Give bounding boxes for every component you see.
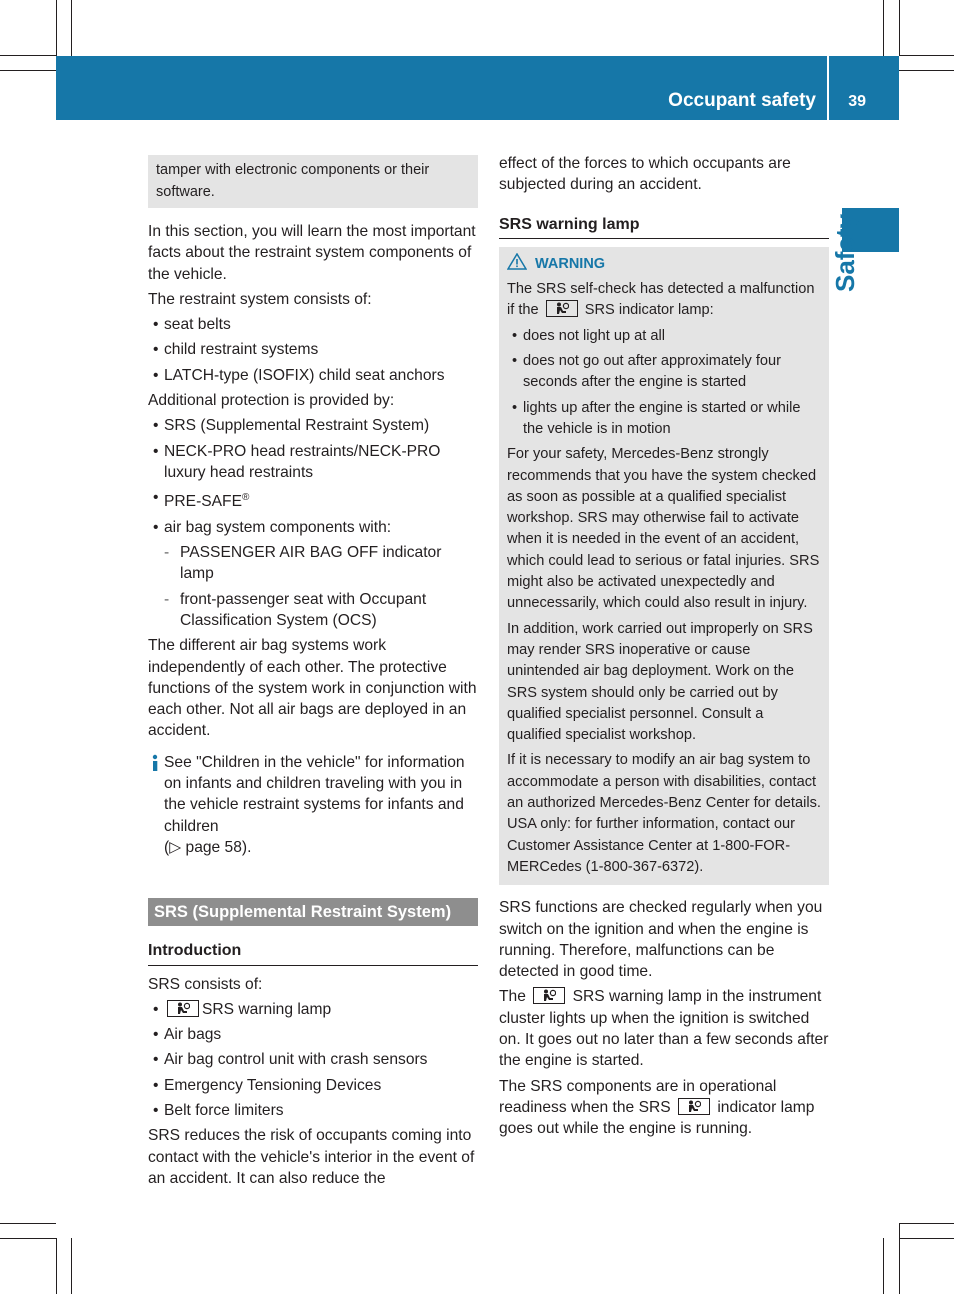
airbag-sublist [164, 542, 478, 631]
list-item: • Air bags [148, 1024, 478, 1045]
info-icon [148, 754, 164, 770]
list-item: • Air bag control unit with crash sensors [148, 1049, 478, 1070]
registered-mark: ® [241, 492, 250, 504]
warning-paragraph: If it is necessary to modify an air bag system to accommodate a person with disabilities, contact an authorized Mercedes-Benz Center for details. USA only: for further information, contact our Customer Assistance Center at 1-800-FOR-MERCedes (1-800-367-6372). [507, 752, 821, 875]
page-number: 39 [848, 93, 866, 110]
list-item: • child restraint systems [148, 339, 478, 360]
list-item: • does not light up at all [507, 326, 821, 347]
airbag-warning-icon [533, 987, 565, 1004]
components-paragraph: The SRS components are in operational readiness when the SRS indicator lamp goes out while the engine is running. [499, 1077, 815, 1138]
additional-list [148, 415, 478, 631]
list-item: • Emergency Tensioning Devices [148, 1075, 478, 1096]
page-reference-link[interactable]: (▷ page 58). [164, 838, 252, 856]
consists-paragraph: The restraint system consists of: [148, 290, 372, 308]
warning-list [507, 326, 821, 440]
info-text: See "Children in the vehicle" for information on infants and children traveling with you in the vehicle restraint systems for infants and children [164, 753, 465, 835]
functions-paragraph: SRS functions are checked regularly when you switch on the ignition and when the engine is running. Therefore, malfunctions can be detected in good time. [499, 899, 823, 981]
list-item: • does not go out after approximately four seconds after the engine is started [507, 351, 821, 394]
airbag-warning-icon [167, 1000, 199, 1017]
crop-mark [56, 0, 57, 56]
warning-intro: The SRS self-check has detected a malfunction if the SRS indicator lamp: [507, 281, 815, 319]
crop-mark [71, 0, 72, 56]
crop-mark [0, 1223, 56, 1224]
restraint-list [148, 314, 478, 386]
crop-mark [899, 1238, 954, 1239]
info-note [148, 752, 478, 858]
lamp-paragraph: The SRS warning lamp in the instrument cluster lights up when the ignition is switched on. It goes out no later than a few seconds after the engine is started. [499, 988, 829, 1070]
intro-paragraph: In this section, you will learn the most important facts about the restraint system components of the vehicle. [148, 223, 476, 283]
sublist-item: - PASSENGER AIR BAG OFF indicator lamp [164, 542, 478, 585]
list-item: • lights up after the engine is started or while the vehicle is in motion [507, 398, 821, 441]
crop-mark [0, 55, 56, 56]
srs-consists-paragraph: SRS consists of: [148, 975, 263, 993]
list-item: • Belt force limiters [148, 1100, 478, 1121]
airbag-warning-icon [546, 300, 578, 317]
additional-paragraph: Additional protection is provided by: [148, 392, 395, 410]
different-paragraph: The different air bag systems work independently of each other. The protective functions of the system work in conjunction with each other. Not all air bags are deployed in an accident. [148, 637, 477, 740]
list-item: • SRS warning lamp [148, 999, 478, 1020]
side-tab-label: Safety [830, 213, 860, 292]
list-item: • seat belts [148, 314, 478, 335]
srs-list [148, 999, 478, 1121]
introduction-heading: Introduction [148, 940, 478, 965]
list-item: • PRE-SAFE® [148, 487, 478, 512]
crop-mark [883, 1238, 884, 1294]
crop-mark [56, 1238, 57, 1294]
crop-mark [0, 70, 56, 71]
crop-mark [899, 55, 954, 56]
crop-mark [899, 1223, 954, 1224]
left-column [148, 155, 478, 1193]
right-column [499, 153, 829, 1143]
list-item: • air bag system components with: - PASSENGER AIR BAG OFF indicator lamp - front-passenger seat with Occupant Classification System (OCS) [148, 517, 478, 631]
sublist-item: - front-passenger seat with Occupant Classification System (OCS) [164, 589, 478, 632]
list-item: • NECK-PRO head restraints/NECK-PRO luxury head restraints [148, 441, 478, 484]
warning-paragraph: In addition, work carried out improperly on SRS may render SRS inoperative or cause unintended air bag deployment. Work on the SRS system should only be carried out by qualified specialist personnel. Consult a qualified specialist workshop. [507, 620, 813, 744]
airbag-warning-icon [678, 1098, 710, 1115]
crop-mark [71, 1238, 72, 1294]
warning-lamp-heading: SRS warning lamp [499, 214, 829, 239]
crop-mark [0, 1238, 56, 1239]
chapter-title: Occupant safety [668, 90, 816, 111]
reduces-paragraph: SRS reduces the risk of occupants coming into contact with the vehicle's interior in the event of an accident. It can also reduce the [148, 1127, 475, 1187]
crop-mark [899, 1223, 900, 1294]
crop-mark [883, 0, 884, 56]
section-heading: SRS (Supplemental Restraint System) [148, 898, 478, 926]
warning-paragraph: For your safety, Mercedes-Benz strongly recommends that you have the system checked as soon as possible at a qualified specialist workshop. SRS may otherwise fail to activate when it is needed in the event of an accident, which could lead to serious or fatal injuries. SRS might also be activated unexpectedly and unnecessarily, which could also result in injury. [507, 446, 820, 612]
list-item: • LATCH-type (ISOFIX) child seat anchors [148, 365, 478, 386]
effect-paragraph: effect of the forces to which occupants are subjected during an accident. [499, 155, 791, 194]
list-item: • SRS (Supplemental Restraint System) [148, 415, 478, 436]
page-header [56, 56, 899, 120]
continued-note: tamper with electronic components or their software. [148, 155, 478, 208]
warning-triangle-icon [507, 253, 527, 269]
crop-mark [899, 0, 900, 56]
warning-title: WARNING [507, 253, 821, 275]
header-divider [827, 56, 829, 120]
crop-mark [899, 70, 954, 71]
warning-box [499, 247, 829, 885]
